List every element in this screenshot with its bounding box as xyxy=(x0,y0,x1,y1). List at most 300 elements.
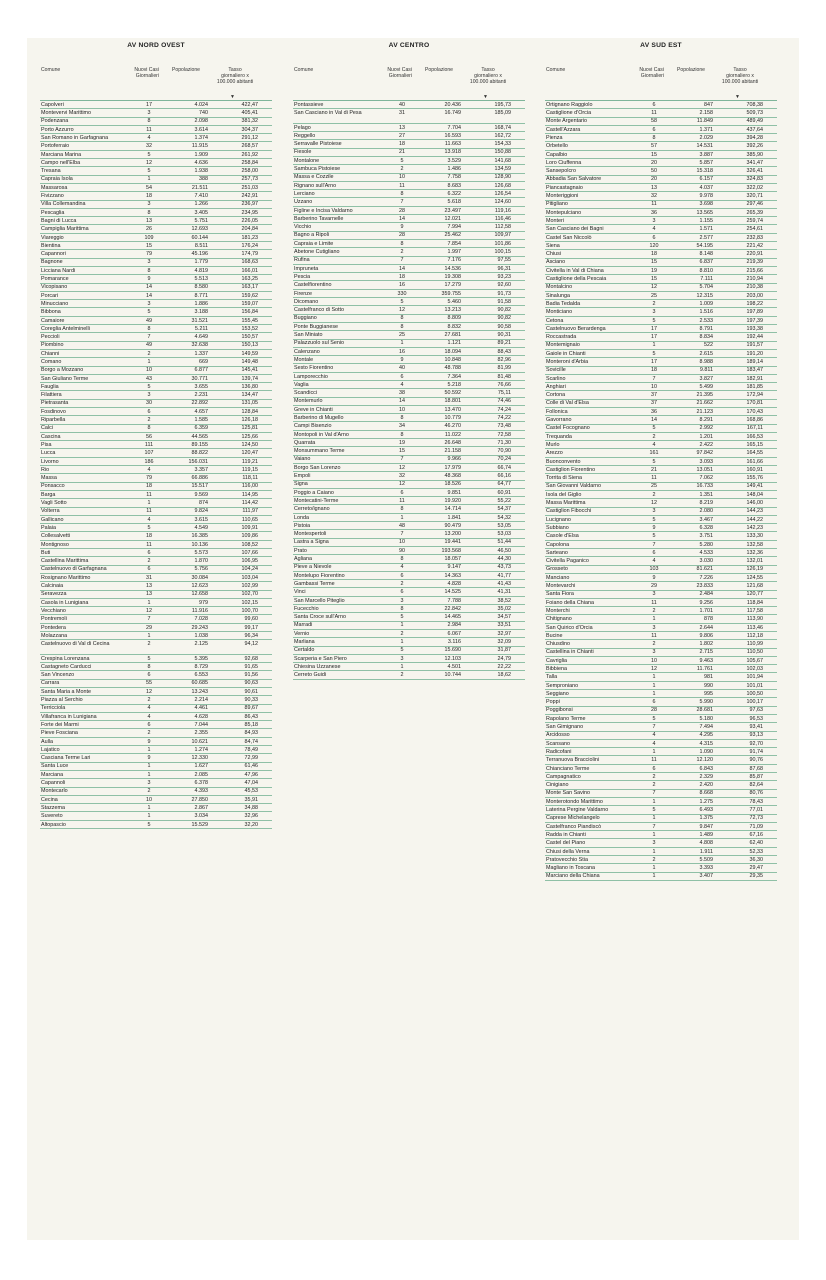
cell-tasso: 109,97 xyxy=(494,232,511,239)
cell-nuovi-casi: 5 xyxy=(652,350,656,357)
cell-comune: Serravalle Pistoiese xyxy=(294,141,342,148)
cell-tasso: 265,39 xyxy=(746,209,763,216)
table-row xyxy=(40,688,272,696)
cell-nuovi-casi: 6 xyxy=(652,126,656,133)
table-row xyxy=(293,671,525,679)
table-row xyxy=(545,209,777,217)
cell-popolazione: 18.094 xyxy=(444,348,461,355)
cell-popolazione: 1.701 xyxy=(699,607,713,614)
cell-tasso: 80,76 xyxy=(749,790,763,797)
cell-nuovi-casi: 18 xyxy=(146,483,152,490)
table-row xyxy=(293,290,525,298)
cell-tasso: 405,41 xyxy=(241,110,258,117)
cell-tasso: 90,33 xyxy=(244,697,258,704)
sort-desc-icon[interactable]: ▼ xyxy=(735,94,740,100)
cell-nuovi-casi: 3 xyxy=(400,655,404,662)
cell-popolazione: 14.525 xyxy=(444,589,461,596)
cell-nuovi-casi: 9 xyxy=(652,574,656,581)
cell-nuovi-casi: 5 xyxy=(400,614,404,621)
cell-nuovi-casi: 8 xyxy=(147,325,151,332)
cell-popolazione: 13.051 xyxy=(696,466,713,473)
cell-nuovi-casi: 103 xyxy=(649,566,659,573)
cell-nuovi-casi: 1 xyxy=(652,848,656,855)
cell-comune: Capalbio xyxy=(546,151,568,158)
cell-tasso: 134,47 xyxy=(241,392,258,399)
cell-nuovi-casi: 56 xyxy=(146,433,152,440)
cell-comune: Comano xyxy=(41,359,62,365)
table-row xyxy=(545,582,777,590)
cell-comune: Greve in Chianti xyxy=(294,406,333,413)
cell-popolazione: 8.729 xyxy=(194,663,208,670)
table-row xyxy=(545,599,777,607)
cell-nuovi-casi: 5 xyxy=(400,157,404,164)
cell-comune: San Gimignano xyxy=(546,724,584,731)
cell-popolazione: 1.997 xyxy=(447,249,461,256)
cell-popolazione: 4.024 xyxy=(194,101,208,108)
cell-nuovi-casi: 8 xyxy=(400,190,404,197)
cell-nuovi-casi: 5 xyxy=(652,516,656,523)
table-row xyxy=(545,624,777,632)
table-row xyxy=(545,433,777,441)
cell-nuovi-casi: 6 xyxy=(147,721,151,728)
cell-comune: Pieve a Nievole xyxy=(294,564,332,571)
table-row xyxy=(40,242,272,250)
cell-popolazione: 10.779 xyxy=(444,414,461,421)
cell-nuovi-casi: 17 xyxy=(146,101,152,108)
cell-nuovi-casi: 8 xyxy=(147,425,151,432)
cell-tasso: 182,91 xyxy=(746,375,763,382)
cell-tasso: 150,57 xyxy=(241,334,258,341)
cell-tasso: 120,77 xyxy=(746,591,763,598)
cell-popolazione: 30.771 xyxy=(191,375,208,382)
cell-comune: Riparbella xyxy=(41,417,66,424)
cell-nuovi-casi: 29 xyxy=(146,624,152,631)
cell-comune: Capolveri xyxy=(41,101,64,108)
sort-desc-icon[interactable]: ▼ xyxy=(483,94,488,100)
table-row xyxy=(40,201,272,209)
cell-tasso: 114,95 xyxy=(241,491,258,498)
cell-nuovi-casi: 18 xyxy=(651,367,657,374)
cell-comune: Palaia xyxy=(41,524,56,531)
table-row xyxy=(293,109,525,124)
cell-nuovi-casi: 5 xyxy=(400,298,404,305)
cell-tasso: 77,01 xyxy=(749,807,763,814)
cell-nuovi-casi: 2 xyxy=(147,350,151,357)
cell-tasso: 119,15 xyxy=(241,466,258,473)
cell-popolazione: 9.966 xyxy=(447,456,461,463)
cell-popolazione: 1.337 xyxy=(194,350,208,357)
table-row xyxy=(545,756,777,764)
cell-popolazione: 6.837 xyxy=(699,259,713,266)
table-row xyxy=(293,398,525,406)
cell-tasso: 150,88 xyxy=(494,149,511,156)
cell-comune: San Casciano dei Bagni xyxy=(546,226,604,233)
table-row xyxy=(293,414,525,422)
cell-popolazione: 8.988 xyxy=(699,359,713,365)
cell-tasso: 93,23 xyxy=(497,273,511,280)
cell-nuovi-casi: 5 xyxy=(147,524,151,531)
cell-popolazione: 1.886 xyxy=(194,300,208,307)
cell-nuovi-casi: 1 xyxy=(652,748,656,755)
header-tasso[interactable]: Tasso giornaliero x 100.000 abitanti xyxy=(216,67,254,85)
cell-popolazione: 2.533 xyxy=(699,317,713,324)
section-title: AV NORD OVEST xyxy=(127,42,185,49)
cell-tasso: 54,37 xyxy=(497,506,511,513)
cell-comune: Montevarchi xyxy=(546,583,576,590)
cell-comune: Massa Marittima xyxy=(546,500,586,507)
cell-nuovi-casi: 1 xyxy=(400,622,404,629)
header-popolazione: Popolazione xyxy=(424,67,454,73)
cell-popolazione: 8.832 xyxy=(447,323,461,330)
cell-popolazione: 32.638 xyxy=(191,342,208,349)
cell-popolazione: 2.355 xyxy=(194,730,208,737)
cell-tasso: 78,43 xyxy=(749,798,763,805)
cell-comune: Campi Bisenzio xyxy=(294,423,332,430)
table-row xyxy=(545,201,777,209)
table-row xyxy=(545,109,777,117)
cell-popolazione: 15.529 xyxy=(191,821,208,828)
cell-tasso: 34,88 xyxy=(244,804,258,811)
cell-nuovi-casi: 1 xyxy=(400,663,404,670)
table-row xyxy=(40,466,272,474)
table-row xyxy=(293,198,525,206)
cell-comune: Seggiano xyxy=(546,690,569,697)
cell-popolazione: 44.565 xyxy=(191,433,208,440)
cell-tasso: 102,70 xyxy=(241,591,258,598)
cell-nuovi-casi: 9 xyxy=(400,224,404,231)
table-header xyxy=(293,54,525,100)
table-row xyxy=(293,257,525,265)
table-row xyxy=(293,447,525,455)
cell-tasso: 78,49 xyxy=(244,746,258,753)
cell-tasso: 326,41 xyxy=(746,168,763,175)
cell-popolazione: 2.158 xyxy=(699,110,713,117)
cell-tasso: 150,13 xyxy=(241,342,258,349)
cell-popolazione: 97.842 xyxy=(696,450,713,457)
cell-comune: Quarrata xyxy=(294,439,316,446)
cell-popolazione: 19.441 xyxy=(444,539,461,546)
cell-nuovi-casi: 1 xyxy=(652,682,656,689)
cell-tasso: 126,19 xyxy=(746,566,763,573)
cell-popolazione: 6.157 xyxy=(699,176,713,183)
table-row xyxy=(293,572,525,580)
table-row xyxy=(293,182,525,190)
cell-popolazione: 15.318 xyxy=(696,168,713,175)
cell-popolazione: 9.806 xyxy=(699,632,713,639)
cell-comune: San Vincenzo xyxy=(41,672,75,679)
cell-nuovi-casi: 1 xyxy=(147,804,151,811)
cell-tasso: 191,20 xyxy=(746,350,763,357)
cell-popolazione: 2.029 xyxy=(699,134,713,141)
cell-tasso: 144,23 xyxy=(746,508,763,515)
cell-tasso: 221,42 xyxy=(746,242,763,249)
cell-tasso: 183,47 xyxy=(746,367,763,374)
cell-popolazione: 1.911 xyxy=(699,848,713,855)
cell-nuovi-casi: 15 xyxy=(651,259,657,266)
cell-popolazione: 8.683 xyxy=(447,182,461,189)
table-row xyxy=(40,532,272,540)
table-row xyxy=(40,300,272,308)
cell-popolazione: 1.938 xyxy=(194,168,208,175)
cell-popolazione: 995 xyxy=(704,690,713,697)
cell-nuovi-casi: 6 xyxy=(652,234,656,241)
cell-nuovi-casi: 3 xyxy=(147,259,151,266)
cell-comune: Cinigiano xyxy=(546,782,569,789)
cell-comune: Trequanda xyxy=(546,433,572,440)
cell-tasso: 164,55 xyxy=(746,450,763,457)
cell-nuovi-casi: 49 xyxy=(146,317,152,324)
cell-comune: Castagneto Carducci xyxy=(41,663,92,670)
cell-comune: Casole d'Elsa xyxy=(546,533,579,540)
cell-comune: Castelfiorentino xyxy=(294,282,332,289)
cell-tasso: 70,90 xyxy=(497,448,511,455)
cell-popolazione: 26.648 xyxy=(444,439,461,446)
cell-nuovi-casi: 8 xyxy=(400,323,404,330)
cell-nuovi-casi: 5 xyxy=(147,383,151,390)
cell-comune: Piombino xyxy=(41,342,64,349)
cell-comune: Fauglia xyxy=(41,383,59,390)
table-row xyxy=(40,821,272,829)
table-row xyxy=(40,267,272,275)
table-row xyxy=(40,632,272,640)
cell-comune: Follonica xyxy=(546,408,568,415)
cell-popolazione: 7.176 xyxy=(447,257,461,264)
cell-nuovi-casi: 12 xyxy=(146,688,152,695)
cell-nuovi-casi: 12 xyxy=(399,481,405,488)
header-nuovi-casi: Nuovi Casi Giornalieri xyxy=(387,67,412,79)
cell-tasso: 85,18 xyxy=(244,721,258,728)
cell-popolazione: 9.256 xyxy=(699,599,713,606)
cell-popolazione: 2.329 xyxy=(699,773,713,780)
table-row xyxy=(545,483,777,491)
section-centro xyxy=(293,38,525,680)
header-tasso[interactable]: Tasso giornaliero x 100.000 abitanti xyxy=(469,67,507,85)
cell-popolazione: 5.211 xyxy=(194,325,208,332)
cell-tasso: 97,63 xyxy=(749,707,763,714)
cell-comune: Rufina xyxy=(294,257,310,264)
cell-popolazione: 9.811 xyxy=(699,367,713,374)
cell-popolazione: 2.231 xyxy=(194,392,208,399)
cell-nuovi-casi: 1 xyxy=(147,176,151,183)
table-row xyxy=(293,514,525,522)
cell-tasso: 93,13 xyxy=(749,732,763,739)
cell-tasso: 96,53 xyxy=(749,715,763,722)
table-row xyxy=(40,508,272,516)
table-row xyxy=(40,788,272,796)
cell-popolazione: 6.378 xyxy=(194,780,208,787)
cell-nuovi-casi: 9 xyxy=(147,738,151,745)
cell-popolazione: 5.756 xyxy=(194,566,208,573)
cell-tasso: 124,60 xyxy=(494,199,511,206)
cell-nuovi-casi: 48 xyxy=(399,522,405,529)
cell-comune: Laterina Pergine Valdarno xyxy=(546,807,609,814)
cell-comune: Montalcino xyxy=(546,284,573,291)
cell-comune: Crespina Lorenzana xyxy=(41,655,90,662)
cell-comune: Montopoli in Val d'Arno xyxy=(294,431,349,438)
cell-tasso: 385,90 xyxy=(746,151,763,158)
cell-comune: Terricciola xyxy=(41,705,66,712)
cell-tasso: 189,14 xyxy=(746,359,763,365)
cell-nuovi-casi: 38 xyxy=(399,390,405,397)
cell-comune: Signa xyxy=(294,481,308,488)
cell-popolazione: 1.121 xyxy=(447,340,461,347)
table-row xyxy=(40,184,272,192)
cell-nuovi-casi: 13 xyxy=(399,124,405,131)
cell-tasso: 75,11 xyxy=(497,390,511,397)
cell-comune: Monte San Savino xyxy=(546,790,591,797)
cell-nuovi-casi: 12 xyxy=(651,284,657,291)
cell-popolazione: 13.200 xyxy=(444,531,461,538)
table-row xyxy=(40,491,272,499)
table-row xyxy=(545,308,777,316)
cell-tasso: 91,74 xyxy=(749,748,763,755)
cell-tasso: 94,12 xyxy=(244,641,258,648)
cell-comune: Colle di Val d'Elsa xyxy=(546,400,589,407)
table-row xyxy=(40,804,272,812)
table-row xyxy=(545,632,777,640)
cell-popolazione: 3.034 xyxy=(194,813,208,820)
table-row xyxy=(545,333,777,341)
cell-popolazione: 1.571 xyxy=(699,226,713,233)
table-row xyxy=(545,474,777,482)
cell-nuovi-casi: 6 xyxy=(652,765,656,772)
cell-popolazione: 5.218 xyxy=(447,381,461,388)
table-row xyxy=(40,250,272,258)
cell-tasso: 92,68 xyxy=(244,655,258,662)
cell-comune: Buonconvento xyxy=(546,458,581,465)
table-row xyxy=(545,342,777,350)
table-row xyxy=(40,796,272,804)
cell-nuovi-casi: 2 xyxy=(147,558,151,565)
cell-popolazione: 11.916 xyxy=(191,607,208,614)
cell-popolazione: 21.123 xyxy=(696,408,713,415)
cell-tasso: 109,86 xyxy=(241,533,258,540)
table-row xyxy=(40,738,272,746)
cell-comune: Castel del Piano xyxy=(546,840,586,847)
report-page xyxy=(27,38,799,1240)
cell-popolazione: 4.461 xyxy=(194,705,208,712)
cell-comune: Castellina Marittima xyxy=(41,558,89,565)
cell-popolazione: 23.497 xyxy=(444,207,461,214)
cell-popolazione: 15.690 xyxy=(444,647,461,654)
table-row xyxy=(40,416,272,424)
table-row xyxy=(293,240,525,248)
cell-comune: Minucciano xyxy=(41,300,69,307)
cell-nuovi-casi: 55 xyxy=(146,680,152,687)
cell-tasso: 254,61 xyxy=(746,226,763,233)
cell-comune: Chianciano Terme xyxy=(546,765,590,772)
cell-comune: Volterra xyxy=(41,508,60,515)
table-row xyxy=(40,101,272,109)
cell-comune: Cascina xyxy=(41,433,61,440)
cell-tasso: 51,44 xyxy=(497,539,511,546)
table-row xyxy=(545,557,777,565)
table-row xyxy=(293,663,525,671)
table-row xyxy=(545,391,777,399)
cell-tasso: 32,20 xyxy=(244,821,258,828)
cell-comune: Montevervi Marittimo xyxy=(41,110,92,117)
header-tasso[interactable]: Tasso giornaliero x 100.000 abitanti xyxy=(721,67,759,85)
cell-popolazione: 5.499 xyxy=(699,383,713,390)
table-row xyxy=(40,284,272,292)
cell-popolazione: 8.834 xyxy=(699,334,713,341)
cell-nuovi-casi: 7 xyxy=(147,616,151,623)
cell-comune: Calenzano xyxy=(294,348,320,355)
table-row xyxy=(293,647,525,655)
cell-tasso: 128,90 xyxy=(494,174,511,181)
cell-comune: Impruneta xyxy=(294,265,319,272)
cell-popolazione: 5.509 xyxy=(699,856,713,863)
cell-tasso: 126,54 xyxy=(494,190,511,197)
cell-comune: Massa e Cozzile xyxy=(294,174,334,181)
table-row xyxy=(545,640,777,648)
cell-tasso: 103,04 xyxy=(241,574,258,581)
cell-tasso: 136,80 xyxy=(241,383,258,390)
cell-popolazione: 9.147 xyxy=(447,564,461,571)
cell-comune: Santa Maria a Monte xyxy=(41,688,92,695)
cell-comune: Buggiano xyxy=(294,315,317,322)
cell-tasso: 192,44 xyxy=(746,334,763,341)
cell-comune: Monte Argentario xyxy=(546,118,588,125)
table-row xyxy=(293,530,525,538)
cell-comune: Castelnuovo di Garfagnana xyxy=(41,566,107,573)
cell-popolazione: 12.120 xyxy=(696,757,713,764)
cell-nuovi-casi: 18 xyxy=(146,193,152,200)
sort-desc-icon[interactable]: ▼ xyxy=(230,94,235,100)
cell-popolazione: 7.494 xyxy=(699,724,713,731)
cell-tasso: 181,23 xyxy=(241,234,258,241)
cell-comune: Vicchio xyxy=(294,224,312,231)
cell-nuovi-casi: 36 xyxy=(651,209,657,216)
cell-tasso: 118,11 xyxy=(242,475,258,482)
cell-tasso: 155,45 xyxy=(241,317,258,324)
table-row xyxy=(293,630,525,638)
cell-nuovi-casi: 1 xyxy=(147,813,151,820)
cell-tasso: 258,84 xyxy=(241,159,258,166)
cell-nuovi-casi: 5 xyxy=(652,533,656,540)
table-row xyxy=(545,566,777,574)
table-row xyxy=(40,259,272,267)
cell-nuovi-casi: 16 xyxy=(399,282,405,289)
cell-popolazione: 12.021 xyxy=(444,215,461,222)
cell-comune: Castelfranco Piandiscò xyxy=(546,823,602,830)
cell-nuovi-casi: 28 xyxy=(399,232,405,239)
cell-comune: Palazzuolo sul Senio xyxy=(294,340,345,347)
cell-comune: Anghiari xyxy=(546,383,566,390)
cell-tasso: 219,39 xyxy=(746,259,763,266)
cell-popolazione: 6.877 xyxy=(194,367,208,374)
cell-comune: San Marcello Piteglio xyxy=(294,597,345,604)
cell-comune: Marciana Marina xyxy=(41,151,82,158)
cell-tasso: 251,03 xyxy=(241,184,258,191)
cell-nuovi-casi: 3 xyxy=(400,597,404,604)
table-row xyxy=(545,458,777,466)
cell-popolazione: 3.407 xyxy=(699,873,713,880)
cell-comune: Poggibonsi xyxy=(546,707,573,714)
cell-tasso: 47,96 xyxy=(244,771,258,778)
cell-nuovi-casi: 54 xyxy=(146,184,152,191)
cell-tasso: 46,50 xyxy=(497,547,511,554)
cell-popolazione: 4.501 xyxy=(447,663,461,670)
cell-popolazione: 10.136 xyxy=(191,541,208,548)
table-row xyxy=(545,748,777,756)
cell-tasso: 156,84 xyxy=(241,309,258,316)
cell-nuovi-casi: 10 xyxy=(399,174,405,181)
cell-comune: Pelago xyxy=(294,124,311,131)
cell-nuovi-casi: 8 xyxy=(400,506,404,513)
cell-nuovi-casi: 4 xyxy=(147,134,151,141)
cell-nuovi-casi: 13 xyxy=(146,217,152,224)
